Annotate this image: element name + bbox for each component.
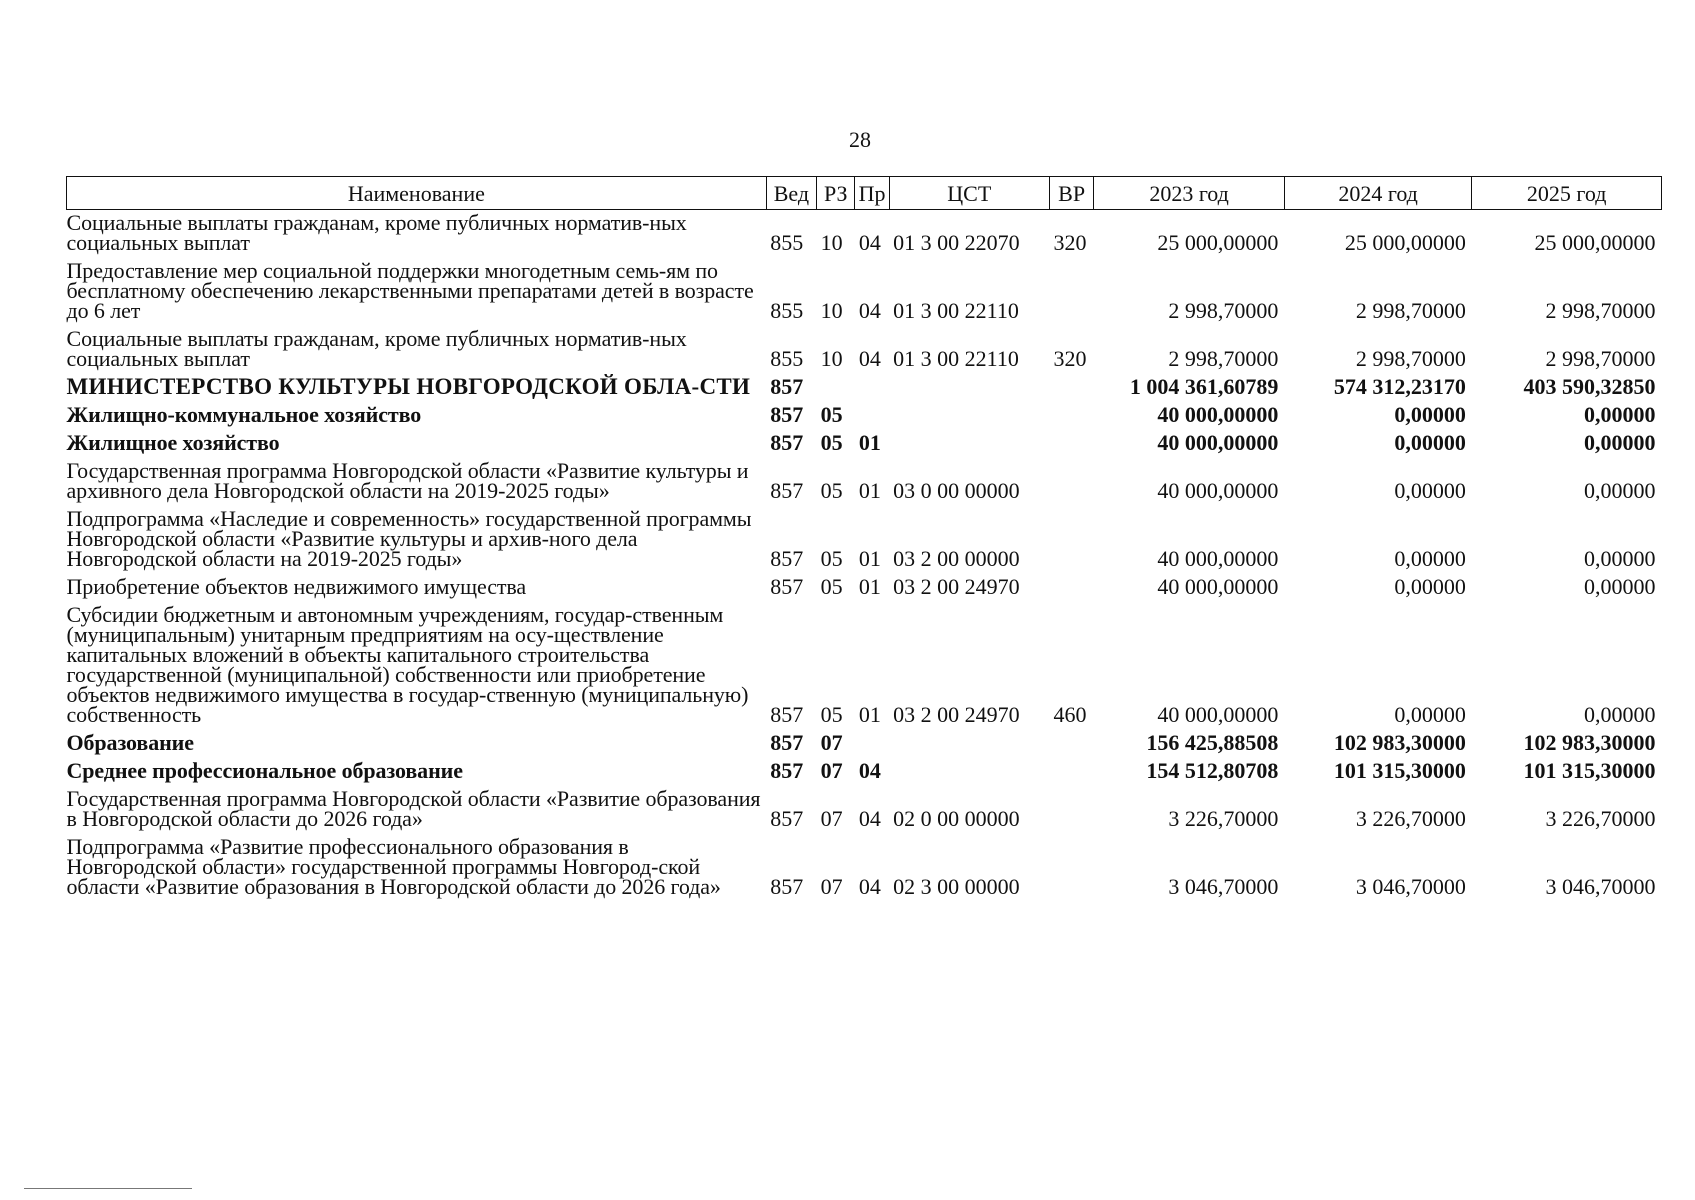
row-cst [889,374,1049,402]
row-y2025: 102 983,30000 [1523,730,1656,755]
table-row [67,210,1662,259]
table-row [67,758,1662,786]
row-cst [889,430,1049,458]
table-row [67,326,1662,374]
row-vr [1049,730,1093,758]
row-y2024: 0,00000 [1394,546,1466,571]
row-rz: 05 [820,574,843,599]
row-cst [889,730,1049,758]
row-y2023: 154 512,80708 [1146,758,1279,783]
header-cst: ЦСТ [889,177,1049,210]
row-y2025: 3 226,70000 [1545,806,1656,831]
budget-table-container [66,176,1662,902]
header-ved: Вед [766,177,816,210]
row-ved: 857 [770,402,804,427]
row-name: Подпрограмма «Наследие и современность» государственной программы Новгородской области «Развитие культуры и архив-ного дела Новгородской области на 2019-2025 годы» [66,506,752,571]
row-ved: 855 [770,230,804,255]
row-ved: 857 [770,374,804,399]
row-pr: 04 [858,346,881,371]
row-y2023: 40 000,00000 [1157,430,1279,455]
row-y2023: 40 000,00000 [1157,546,1279,571]
table-row [67,786,1662,834]
row-pr: 01 [858,478,881,503]
table-body [67,210,1662,903]
row-name: Среднее профессиональное образование [66,758,463,783]
row-ved: 857 [770,702,804,727]
row-vr [1049,374,1093,402]
row-y2025: 25 000,00000 [1534,230,1656,255]
header-2024: 2024 год [1284,177,1472,210]
row-rz: 05 [820,478,843,503]
row-y2025: 403 590,32850 [1523,374,1656,399]
row-y2024: 2 998,70000 [1355,298,1466,323]
row-y2024: 0,00000 [1394,430,1466,455]
row-y2023: 156 425,88508 [1146,730,1279,755]
row-vr [1049,786,1093,834]
row-y2024: 101 315,30000 [1333,758,1466,783]
row-pr: 01 [858,546,881,571]
row-rz: 05 [820,430,843,455]
row-cst: 01 3 00 22070 [893,230,1020,255]
row-y2025: 101 315,30000 [1523,758,1656,783]
row-y2024: 2 998,70000 [1355,346,1466,371]
row-vr [1049,506,1093,574]
row-vr [1049,458,1093,506]
row-rz: 05 [820,702,843,727]
row-pr: 01 [858,430,881,455]
row-rz: 07 [820,806,843,831]
row-rz: 10 [820,298,843,323]
row-y2023: 25 000,00000 [1157,230,1279,255]
row-vr: 320 [1053,230,1087,255]
row-y2024: 574 312,23170 [1333,374,1466,399]
row-pr [855,374,889,402]
table-row [67,258,1662,326]
row-name: Социальные выплаты гражданам, кроме публичных норматив-ных социальных выплат [66,210,687,255]
row-y2023: 1 004 361,60789 [1129,374,1279,399]
row-name: Приобретение объектов недвижимого имущества [66,574,527,599]
row-cst: 01 3 00 22110 [893,346,1019,371]
row-vr: 320 [1053,346,1087,371]
row-pr: 04 [858,806,881,831]
row-y2025: 3 046,70000 [1545,874,1656,899]
row-pr: 01 [858,574,881,599]
row-y2023: 40 000,00000 [1157,402,1279,427]
row-vr [1049,758,1093,786]
row-pr: 04 [858,758,881,783]
row-y2024: 102 983,30000 [1333,730,1466,755]
row-rz: 07 [820,758,843,783]
row-ved: 857 [770,546,804,571]
header-2023: 2023 год [1094,177,1285,210]
row-y2025: 0,00000 [1584,402,1656,427]
row-ved: 855 [770,346,804,371]
row-rz [817,374,855,402]
row-y2024: 0,00000 [1394,574,1466,599]
row-y2024: 3 226,70000 [1355,806,1466,831]
row-name: Социальные выплаты гражданам, кроме публичных норматив-ных социальных выплат [66,326,687,371]
row-y2025: 0,00000 [1584,430,1656,455]
row-vr [1049,834,1093,902]
page-number: 28 [849,127,871,152]
row-vr: 460 [1053,702,1087,727]
row-y2024: 0,00000 [1394,402,1466,427]
table-row [67,458,1662,506]
row-cst: 01 3 00 22110 [893,298,1019,323]
row-rz: 05 [820,402,843,427]
row-cst [889,758,1049,786]
row-y2025: 2 998,70000 [1545,298,1656,323]
row-rz: 05 [820,546,843,571]
header-2025: 2025 год [1472,177,1662,210]
table-row [67,506,1662,574]
row-y2024: 3 046,70000 [1355,874,1466,899]
row-vr [1049,574,1093,602]
row-name: Государственная программа Новгородской области «Развитие образования в Новгородской области до 2026 года» [66,786,761,831]
row-y2025: 0,00000 [1584,574,1656,599]
table-row [67,574,1662,602]
table-row [67,430,1662,458]
row-ved: 857 [770,874,804,899]
row-cst: 03 2 00 24970 [893,702,1020,727]
header-name: Наименование [67,177,767,210]
row-ved: 857 [770,478,804,503]
row-name: Государственная программа Новгородской области «Развитие культуры и архивного дела Новгородской области на 2019-2025 годы» [66,458,749,503]
row-ved: 857 [770,806,804,831]
row-name: Подпрограмма «Развитие профессионального образования в Новгородской области» государственной программы Новгород-ской области «Развитие образования в Новгородской области до 2026 года» [66,834,721,899]
row-cst: 03 2 00 00000 [893,546,1020,571]
row-cst: 02 0 00 00000 [893,806,1020,831]
row-y2025: 0,00000 [1584,702,1656,727]
row-name: Субсидии бюджетным и автономным учреждениям, государ-ственным (муниципальным) унитарным предприятиям на осу-ществление капитальных вложений в объекты капитального строительства государственной (муниципальной) собственности или приобретение объектов недвижимого имущества в государ-ственную (муниципальную) собственность [66,602,749,727]
row-pr [855,402,889,430]
row-rz: 10 [820,230,843,255]
row-ved: 857 [770,574,804,599]
row-name: Жилищно-коммунальное хозяйство [66,402,422,427]
row-ved: 855 [770,298,804,323]
row-rz: 07 [820,874,843,899]
row-name: МИНИСТЕРСТВО КУЛЬТУРЫ НОВГОРОДСКОЙ ОБЛА-СТИ [66,374,751,399]
row-name: Жилищное хозяйство [66,430,280,455]
row-y2024: 25 000,00000 [1344,230,1466,255]
row-pr: 01 [858,702,881,727]
row-y2023: 3 046,70000 [1168,874,1279,899]
table-row [67,402,1662,430]
budget-table [66,176,1662,902]
row-vr [1049,402,1093,430]
header-pr: Пр [855,177,889,210]
row-pr: 04 [858,874,881,899]
row-vr [1049,430,1093,458]
row-y2023: 40 000,00000 [1157,702,1279,727]
footer-divider [24,1188,192,1189]
row-ved: 857 [770,758,804,783]
row-ved: 857 [770,430,804,455]
row-y2025: 0,00000 [1584,546,1656,571]
row-y2023: 3 226,70000 [1168,806,1279,831]
table-row [67,730,1662,758]
header-vr: ВР [1049,177,1093,210]
table-header [67,177,1662,210]
row-cst: 03 2 00 24970 [893,574,1020,599]
row-name: Предоставление мер социальной поддержки многодетным семь-ям по бесплатному обеспечению лекарственными препаратами детей в возрасте до 6 лет [66,258,754,323]
table-row [67,602,1662,730]
row-ved: 857 [770,730,804,755]
header-rz: РЗ [817,177,855,210]
row-y2023: 40 000,00000 [1157,574,1279,599]
row-y2024: 0,00000 [1394,478,1466,503]
row-y2023: 2 998,70000 [1168,346,1279,371]
row-rz: 10 [820,346,843,371]
row-cst: 03 0 00 00000 [893,478,1020,503]
row-y2025: 2 998,70000 [1545,346,1656,371]
row-cst: 02 3 00 00000 [893,874,1020,899]
row-pr [855,730,889,758]
row-pr: 04 [858,298,881,323]
row-name: Образование [66,730,194,755]
row-y2024: 0,00000 [1394,702,1466,727]
row-rz: 07 [820,730,843,755]
row-y2025: 0,00000 [1584,478,1656,503]
header-row [67,177,1662,210]
row-cst [889,402,1049,430]
table-row [67,834,1662,902]
table-row [67,374,1662,402]
row-y2023: 2 998,70000 [1168,298,1279,323]
row-y2023: 40 000,00000 [1157,478,1279,503]
row-vr [1049,258,1093,326]
row-pr: 04 [858,230,881,255]
